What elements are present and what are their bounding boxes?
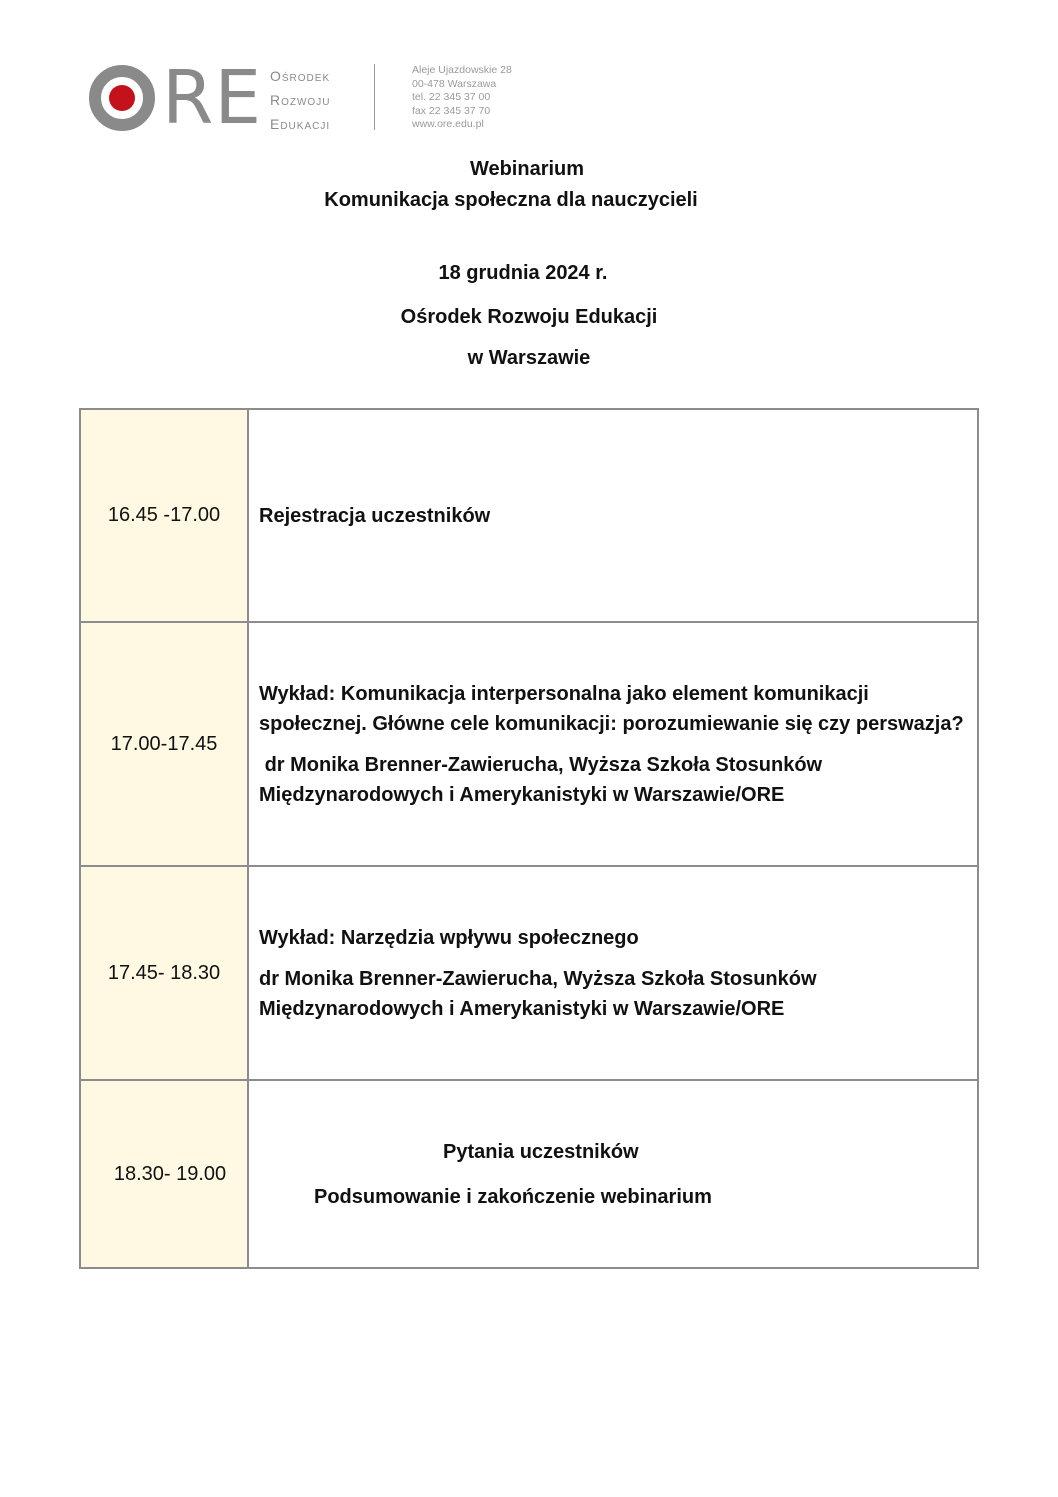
schedule-time: 17.45- 18.30 — [81, 867, 249, 1079]
schedule-time: 16.45 -17.00 — [81, 410, 249, 621]
session-title: Wykład: Komunikacja interpersonalna jako element komunikacji społecznej. Główne cele komunikacji: porozumiewanie się czy perswazja? — [259, 682, 964, 735]
logo-institution-name: Ośrodek Rozwoju Edukacji — [270, 68, 331, 132]
schedule-table — [79, 408, 979, 1269]
event-place: Ośrodek Rozwoju Edukacji — [400, 306, 658, 328]
session-closing: Podsumowanie i zakończenie webinarium — [314, 1185, 712, 1208]
ore-logo-mark-icon — [88, 64, 156, 132]
logo-divider — [374, 64, 375, 130]
logo-letters: RE — [162, 55, 263, 141]
schedule-row — [81, 621, 977, 865]
webinar-title: Komunikacja społeczna dla nauczycieli — [324, 189, 698, 211]
session-speaker: dr Monika Brenner-Zawierucha, Wyższa Szkoła Stosunków Międzynarodowych i Amerykanistyki w Warszawie/ORE — [259, 967, 817, 1020]
session-speaker: dr Monika Brenner-Zawierucha, Wyższa Szkoła Stosunków Międzynarodowych i Amerykanistyki w Warszawie/ORE — [259, 753, 828, 806]
ore-logo — [86, 55, 526, 141]
schedule-content — [249, 867, 977, 1079]
session-title: Pytania uczestników — [443, 1140, 639, 1163]
schedule-content — [249, 623, 977, 865]
schedule-row — [81, 865, 977, 1079]
event-city: w Warszawie — [467, 347, 591, 369]
schedule-content — [249, 410, 977, 621]
schedule-content — [249, 1081, 977, 1267]
session-title: Rejestracja uczestników — [259, 504, 491, 527]
schedule-row — [81, 1079, 977, 1267]
logo-address: Aleje Ujazdowskie 28 00-478 Warszawa tel. 22 345 37 00 fax 22 345 37 70 www.ore.edu.pl — [412, 64, 512, 130]
schedule-row — [81, 410, 977, 621]
schedule-time: 17.00-17.45 — [81, 623, 249, 865]
event-date: 18 grudnia 2024 r. — [438, 262, 608, 284]
schedule-time: 18.30- 19.00 — [81, 1081, 249, 1267]
doc-type-title: Webinarium — [469, 158, 585, 180]
session-title: Wykład: Narzędzia wpływu społecznego — [259, 926, 639, 949]
